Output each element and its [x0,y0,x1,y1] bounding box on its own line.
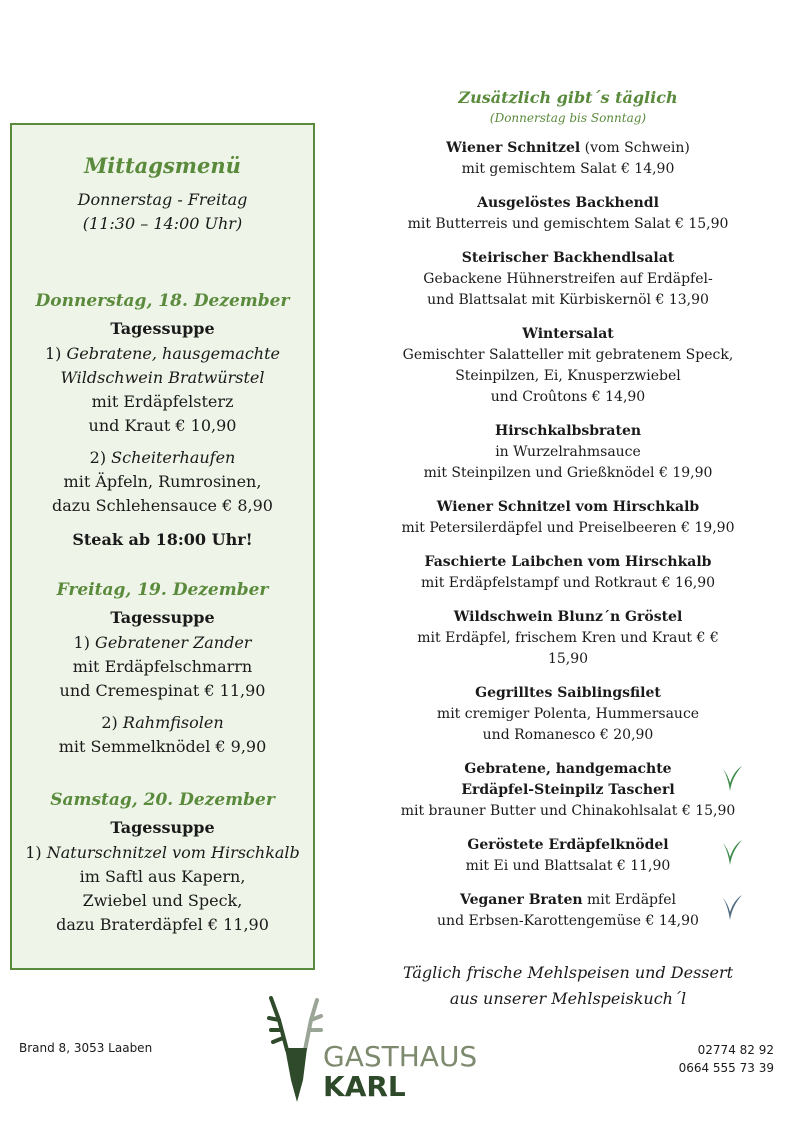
menu-item-2: Steirischer Backhendlsalat Gebackene Hühnerstreifen auf Erdäpfel- und Blattsalat mit Kürbiskernöl € 13,90 [423,250,713,308]
menu-item-5: Wiener Schnitzel vom Hirschkalb mit Petersilerdäpfel und Preiselbeeren € 19,90 [401,499,735,536]
daily-menu [398,88,738,1012]
lunch-days: Donnerstag - Freitag (11:30 – 14:00 Uhr) [77,190,248,233]
dish-1: 1) Gebratene, hausgemachte Wildschwein Bratwürstel mit Erdäpfelsterz und Kraut € 10,90 [45,344,280,435]
menu-item-10: Geröstete Erdäpfelknödel mit Ei und Blattsalat € 11,90 [398,835,738,877]
menu-item-1: Ausgelöstes Backhendl mit Butterreis und gemischtem Salat € 15,90 [407,195,729,232]
menu-item-6: Faschierte Laibchen vom Hirschkalb mit Erdäpfelstampf und Rotkraut € 16,90 [420,554,716,591]
day-title: Freitag, 19. Dezember [56,580,269,600]
phone-1: 02774 82 92 [697,1043,774,1057]
menu-item-8: Gegrilltes Saiblingsfilet mit cremiger Polenta, Hummersauce und Romanesco € 20,90 [436,685,700,743]
lunch-title: Mittagsmenü [84,153,241,178]
day-title: Samstag, 20. Dezember [50,790,275,810]
soup-label: Tagessuppe [110,608,215,627]
dessert-note: Täglich frische Mehlspeisen und Dessert aus unserer Mehlspeiskuch´l [402,963,734,1008]
logo-word-karl: KARL [323,1070,406,1103]
menu-item-7: Wildschwein Blunz´n Gröstel mit Erdäpfel, frischem Kren und Kraut € € 15,90 [417,609,719,667]
dish-2: 2) Rahmfisolen mit Semmelknödel € 9,90 [58,713,267,756]
deer-icon [265,990,325,1110]
day-thursday [12,290,313,549]
address: Brand 8, 3053 Laaben [19,1041,153,1055]
phone-numbers [679,1041,774,1077]
leaf-icon [720,837,744,867]
menu-item-4: Hirschkalbsbraten in Wurzelrahmsauce mit Steinpilzen und Grießknödel € 19,90 [423,423,713,481]
day-title: Donnerstag, 18. Dezember [35,291,290,311]
daily-subheader: (Donnerstag bis Sonntag) [489,111,647,125]
phone-2: 0664 555 73 39 [678,1061,774,1075]
lunch-menu-box [10,123,315,970]
menu-item-3: Wintersalat Gemischter Salatteller mit gebratenem Speck, Steinpilzen, Ei, Knusperzwiebel und Croûtons € 14,90 [402,326,734,405]
menu-item-0: Wiener Schnitzel (vom Schwein) mit gemischtem Salat € 14,90 [446,140,690,177]
vegan-leaf-icon [720,892,744,922]
steak-note: Steak ab 18:00 Uhr! [72,530,253,549]
dish-1: 1) Naturschnitzel vom Hirschkalb im Saftl aus Kapern, Zwiebel und Speck, dazu Braterdäpfel € 11,90 [25,843,300,934]
soup-label: Tagessuppe [110,319,215,338]
daily-header: Zusätzlich gibt´s täglich [458,88,678,107]
gasthaus-logo [265,990,505,1110]
menu-item-11: Veganer Braten mit Erdäpfel und Erbsen-Karottengemüse € 14,90 [398,890,738,932]
day-friday [12,579,313,759]
dish-2: 2) Scheiterhaufen mit Äpfeln, Rumrosinen, dazu Schlehensauce € 8,90 [52,448,273,515]
dish-1: 1) Gebratener Zander mit Erdäpfelschmarrn und Cremespinat € 11,90 [59,633,266,700]
day-saturday [12,789,313,937]
leaf-icon [720,763,744,793]
logo-word-gasthaus: GASTHAUS [323,1040,478,1073]
menu-item-9: Gebratene, handgemachte Erdäpfel-Steinpilz Tascherl mit brauner Butter und Chinakohlsalat € 15,90 [398,759,738,822]
soup-label: Tagessuppe [110,818,215,837]
